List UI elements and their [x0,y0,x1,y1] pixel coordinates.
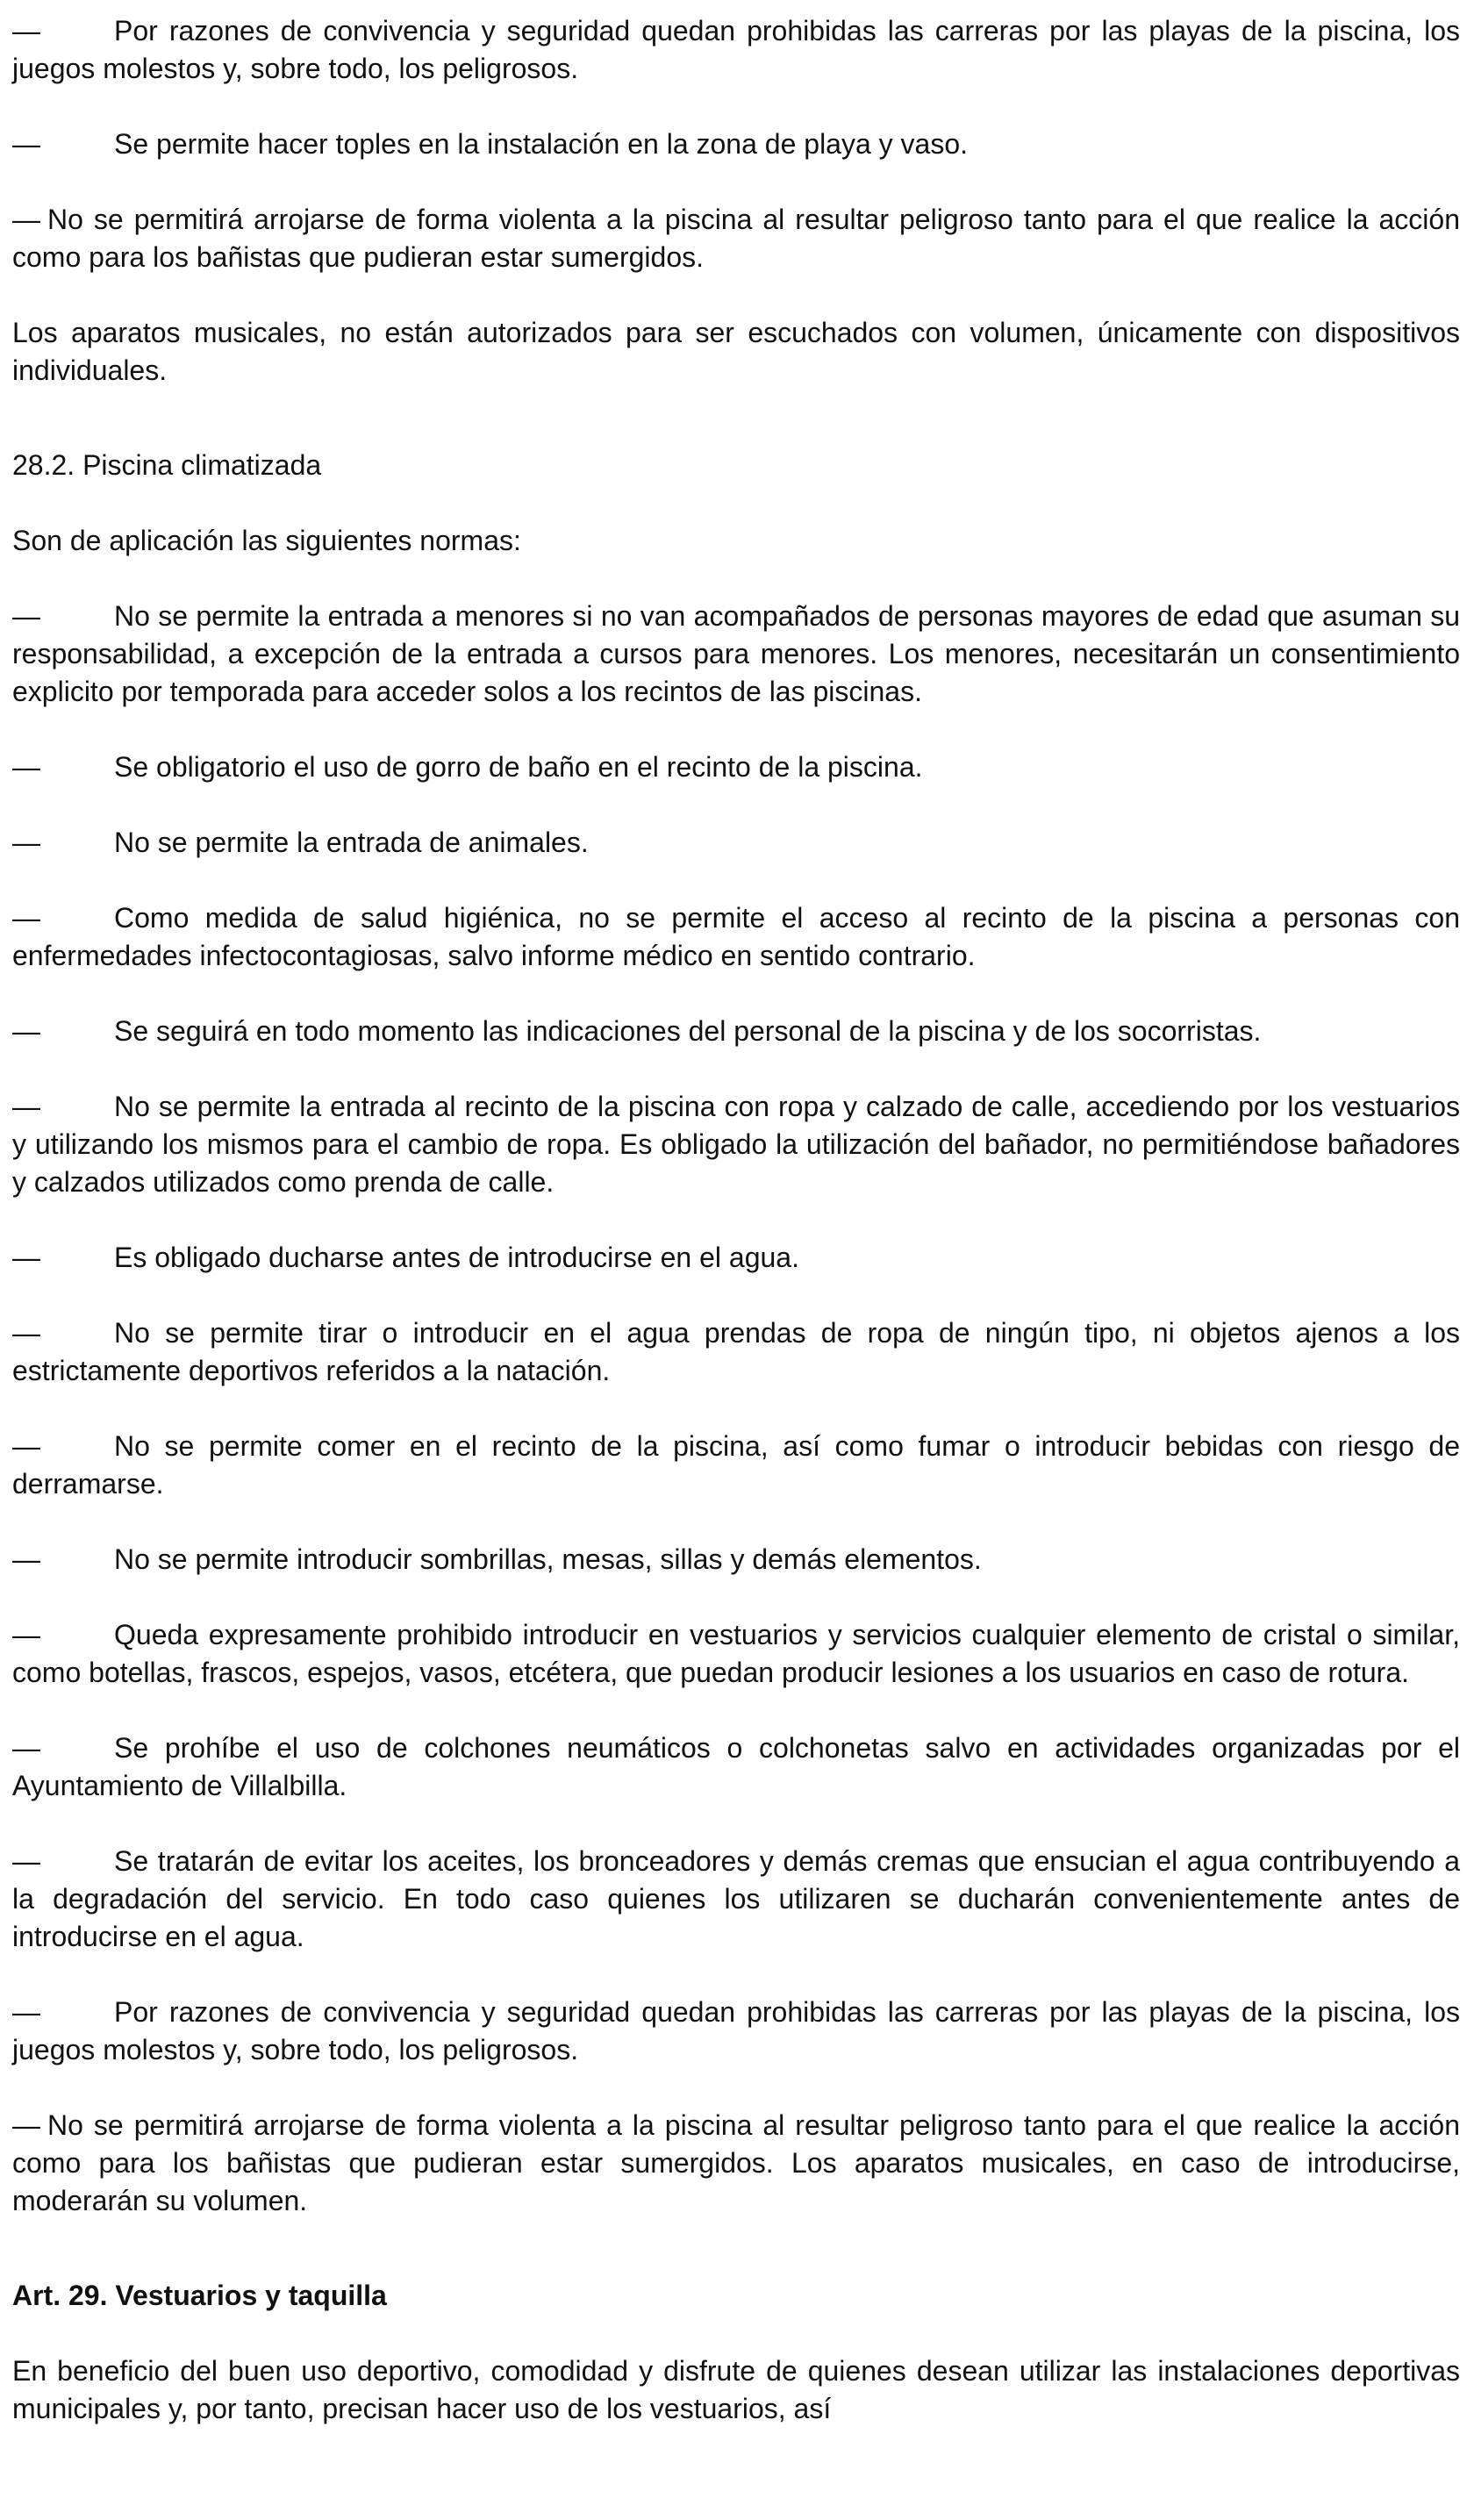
rule-item [12,1239,1460,1277]
section-heading: 28.2. Piscina climatizada [12,449,322,481]
rule-item-violent [12,201,1460,276]
rule-text: No se permitirá arrojarse de forma violenta a la piscina al resultar peligroso tanto para el que realice la acción como para los bañistas que pudieran estar sumergidos. [12,204,1460,273]
dash-marker: — [12,1317,40,1349]
rule-text: Se seguirá en todo momento las indicaciones del personal de la piscina y de los socorristas. [114,1015,1262,1047]
section-intro: Son de aplicación las siguientes normas: [12,525,521,556]
dash-marker: — [12,1845,40,1877]
rule-item [12,824,1460,862]
rule-item [12,1314,1460,1390]
dash-marker: — [12,1996,40,2028]
dash-marker: — [12,1242,40,1273]
dash-marker: — [12,827,40,858]
music-note: Los aparatos musicales, no están autorizados para ser escuchados con volumen, únicamente con dispositivos individuales. [12,317,1460,386]
rule-text: No se permite la entrada al recinto de la piscina con ropa y calzado de calle, accediendo por los vestuarios y utilizando los mismos para el cambio de ropa. Es obligado la utilización del bañador, no permitiéndose bañadores y calzados utilizados como prenda de calle. [12,1091,1460,1198]
document-page [12,12,1460,2466]
rule-text: Se obligatorio el uso de gorro de baño en el recinto de la piscina. [114,751,923,783]
rule-item [12,12,1460,88]
rule-text: Por razones de convivencia y seguridad quedan prohibidas las carreras por las playas de la piscina, los juegos molestos y, sobre todo, los peligrosos. [12,15,1460,84]
rule-item [12,125,1460,163]
rule-text: Queda expresamente prohibido introducir en vestuarios y servicios cualquier elemento de cristal o similar, como botellas, frascos, espejos, vasos, etcétera, que puedan producir lesiones a los usuarios en caso de rotura. [12,1619,1460,1688]
rule-item [12,1729,1460,1805]
dash-marker: — [12,204,40,235]
article-intro: En beneficio del buen uso deportivo, comodidad y disfrute de quienes desean utilizar las instalaciones deportivas municipales y, por tanto, precisan hacer uso de los vestuarios, así [12,2355,1460,2424]
dash-marker: — [12,902,40,934]
rule-text: Se prohíbe el uso de colchones neumáticos o colchonetas salvo en actividades organizadas por el Ayuntamiento de Villalbilla. [12,1732,1460,1801]
dash-marker: — [12,15,40,47]
rule-text: Por razones de convivencia y seguridad quedan prohibidas las carreras por las playas de la piscina, los juegos molestos y, sobre todo, los peligrosos. [12,1996,1460,2065]
rule-item [12,899,1460,975]
dash-marker: — [12,751,40,783]
spacer [12,2258,1460,2277]
dash-marker: — [12,2109,40,2141]
spacer [12,427,1460,447]
dash-marker: — [12,600,40,632]
article-heading: Art. 29. Vestuarios y taquilla [12,2280,387,2311]
rule-item [12,1843,1460,1956]
dash-marker: — [12,128,40,160]
rule-text: No se permite introducir sombrillas, mesas, sillas y demás elementos. [114,1543,982,1575]
rule-text: Como medida de salud higiénica, no se permite el acceso al recinto de la piscina a personas con enfermedades infectocontagiosas, salvo informe médico en sentido contrario. [12,902,1460,971]
rule-text: Se permite hacer toples en la instalación en la zona de playa y vaso. [114,128,969,160]
dash-marker: — [12,1430,40,1462]
dash-marker: — [12,1619,40,1650]
rule-item [12,1428,1460,1503]
rule-item-violent [12,2107,1460,2220]
rule-item [12,1088,1460,1201]
rule-text: No se permitirá arrojarse de forma violenta a la piscina al resultar peligroso tanto para el que realice la acción como para los bañistas que pudieran estar sumergidos. Los aparatos musicales, en caso de introducirse, moderarán su volumen. [12,2109,1460,2216]
rule-item [12,598,1460,711]
rule-item [12,1013,1460,1050]
rule-text: No se permite tirar o introducir en el agua prendas de ropa de ningún tipo, ni objetos ajenos a los estrictamente deportivos referidos a la natación. [12,1317,1460,1386]
rule-text: Se tratarán de evitar los aceites, los bronceadores y demás cremas que ensucian el agua contribuyendo a la degradación del servicio. En todo caso quienes los utilizaren se ducharán convenientemente antes de introducirse en el agua. [12,1845,1460,1952]
dash-marker: — [12,1732,40,1764]
rule-item [12,1994,1460,2069]
rule-item [12,1616,1460,1692]
rule-text: Es obligado ducharse antes de introducirse en el agua. [114,1242,799,1273]
dash-marker: — [12,1015,40,1047]
dash-marker: — [12,1091,40,1122]
rule-text: No se permite comer en el recinto de la piscina, así como fumar o introducir bebidas con riesgo de derramarse. [12,1430,1460,1500]
dash-marker: — [12,1543,40,1575]
rule-item [12,748,1460,786]
rule-item [12,1541,1460,1579]
rule-text: No se permite la entrada de animales. [114,827,589,858]
rule-text: No se permite la entrada a menores si no van acompañados de personas mayores de edad que asuman su responsabilidad, a excepción de la entrada a cursos para menores. Los menores, necesitarán un consentimiento explicito por temporada para acceder solos a los recintos de las piscinas. [12,600,1460,707]
